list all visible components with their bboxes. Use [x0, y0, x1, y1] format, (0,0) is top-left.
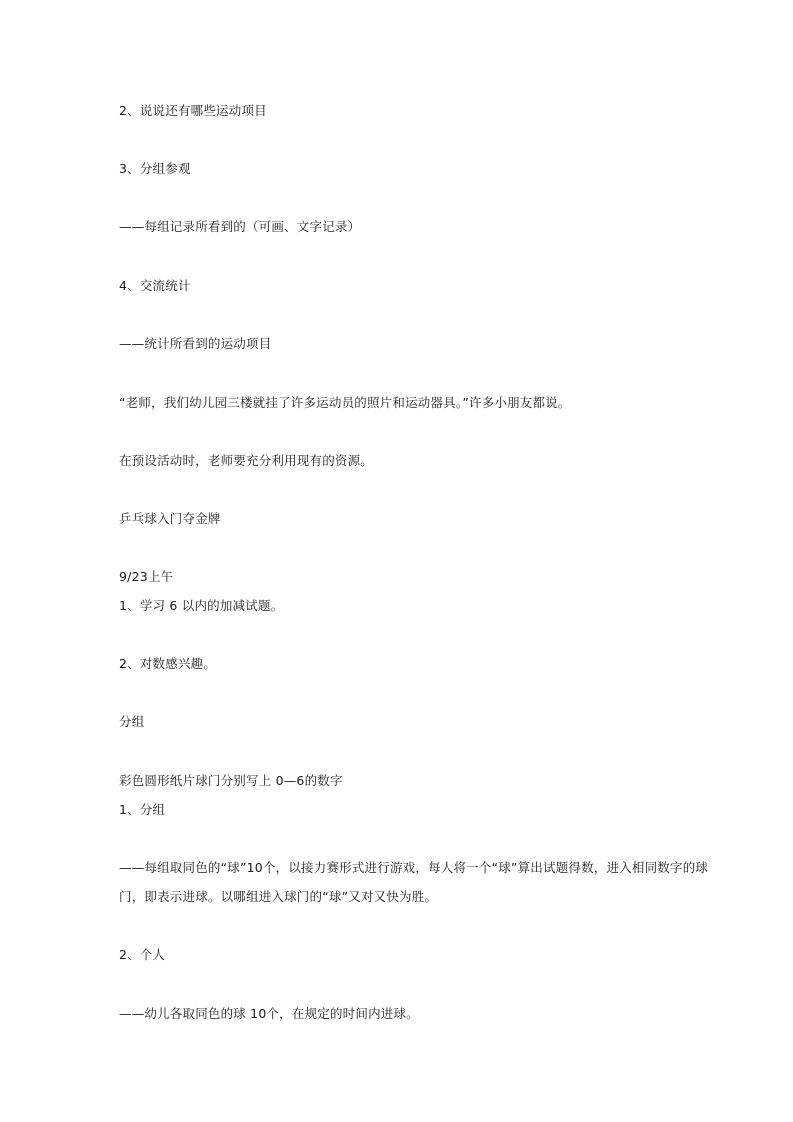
text-line: 2、个人: [119, 947, 166, 962]
text-line: 在预设活动时，老师要充分利用现有的资源。: [119, 453, 374, 468]
text-line: 彩色圆形纸片球门分别写上 0—6的数字: [119, 773, 343, 788]
text-line: ——统计所看到的运动项目: [119, 336, 272, 351]
text-line: 4、交流统计: [119, 278, 191, 293]
text-line: ——每组记录所看到的（可画、文字记录）: [119, 219, 361, 234]
text-line: 3、分组参观: [119, 161, 191, 176]
text-line: 乒乓球入门夺金牌: [119, 511, 221, 526]
text-line: ——幼儿各取同色的球 10个，在规定的时间内进球。: [119, 1006, 419, 1021]
text-line: 1、分组: [119, 802, 166, 817]
text-line: 1、学习 6 以内的加减试题。: [119, 598, 284, 613]
text-line: 2、说说还有哪些运动项目: [119, 103, 267, 118]
text-line: 分组: [119, 714, 145, 729]
text-line: 9/23上午: [119, 569, 174, 584]
text-line: 2、对数感兴趣。: [119, 656, 217, 671]
text-line: “老师，我们幼儿园三楼就挂了许多运动员的照片和运动器具。”许多小朋友都说。: [119, 395, 571, 410]
text-line: ——每组取同色的“球”10个，以接力赛形式进行游戏，每人将一个“球”算出试题得数，进入相同数字的球: [119, 860, 709, 875]
text-line: 门，即表示进球。以哪组进入球门的“球”又对又快为胜。: [119, 889, 438, 904]
